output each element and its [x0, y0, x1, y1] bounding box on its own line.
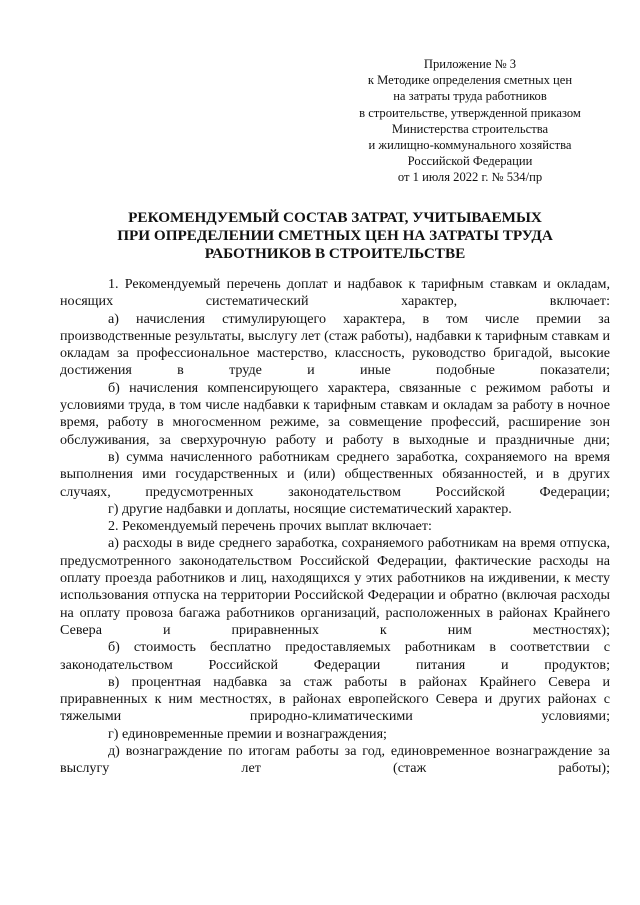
header-line: от 1 июля 2022 г. № 534/пр — [397, 170, 543, 185]
paragraph-1: 1. Рекомендуемый перечень доплат и надбавок к тарифным ставкам и окладам, носящих систематический характер, включает: — [60, 276, 610, 310]
header-line: в строительстве, утвержденной приказом — [359, 105, 581, 120]
paragraph-2g: г) единовременные премии и вознаграждения; — [108, 725, 387, 742]
header-line: Российской Федерации — [407, 154, 533, 169]
appendix-header — [340, 56, 600, 186]
header-line: Министерства строительства — [391, 121, 549, 136]
header-line: на затраты труда работников — [393, 89, 547, 104]
paragraph-1b: б) начисления компенсирующего характера, связанные с режимом работы и условиями труда, в том числе надбавки к тарифным ставкам и окладам за работу в ночное время, работу в многосменном режиме, за совмещение профессий, расширение зон обслуживания, за сверхурочную работу и работу в выходные и праздничные дни; — [60, 379, 610, 448]
header-line: к Методике определения сметных цен — [367, 73, 573, 88]
paragraph-1g: г) другие надбавки и доплаты, носящие систематический характер. — [108, 500, 512, 517]
title-line: РЕКОМЕНДУЕМЫЙ СОСТАВ ЗАТРАТ, УЧИТЫВАЕМЫХ — [128, 209, 542, 226]
header-line: Приложение № 3 — [423, 57, 517, 71]
title-line: РАБОТНИКОВ В СТРОИТЕЛЬСТВЕ — [204, 245, 466, 262]
paragraph-2: 2. Рекомендуемый перечень прочих выплат включает: — [108, 518, 432, 535]
document-title — [60, 209, 610, 263]
paragraph-1a: а) начисления стимулирующего характера, в том числе премии за производственные результаты, выслугу лет (стаж работы), надбавки к тарифным ставкам и окладам за профессиональное мастерство, классность, руководство бригадой, высокие достижения в труде и иные подобные показатели; — [60, 310, 610, 379]
title-line: ПРИ ОПРЕДЕЛЕНИИ СМЕТНЫХ ЦЕН НА ЗАТРАТЫ ТРУДА — [117, 227, 553, 244]
paragraph-2a: а) расходы в виде среднего заработка, сохраняемого работникам на время отпуска, предусмотренного законодательством Российской Федерации, фактические расходы на оплату проезда работников и лиц, находящихся у этих работников на иждивении, к месту использования отпуска на территории Российской Федерации и обратно (включая расходы на оплату провоза багажа работников организаций, расположенных в районах Крайнего Севера и приравненных к ним местностях); — [60, 535, 610, 638]
paragraph-2d: д) вознаграждение по итогам работы за год, единовременное вознаграждение за выслугу лет (стаж работы); — [60, 743, 610, 777]
header-line: и жилищно-коммунального хозяйства — [368, 138, 572, 153]
paragraph-2v: в) процентная надбавка за стаж работы в районах Крайнего Севера и приравненных к ним местностях, в районах европейского Севера и других районах с тяжелыми природно-климатическими условиями; — [60, 673, 610, 725]
document-body — [60, 276, 610, 778]
paragraph-2b: б) стоимость бесплатно предоставляемых работникам в соответствии с законодательством Российской Федерации питания и продуктов; — [60, 639, 610, 673]
paragraph-1v: в) сумма начисленного работникам среднего заработка, сохраняемого на время выполнения ими государственных и (или) общественных обязанностей, и в других случаях, предусмотренных законодательством Российской Федерации; — [60, 448, 610, 500]
